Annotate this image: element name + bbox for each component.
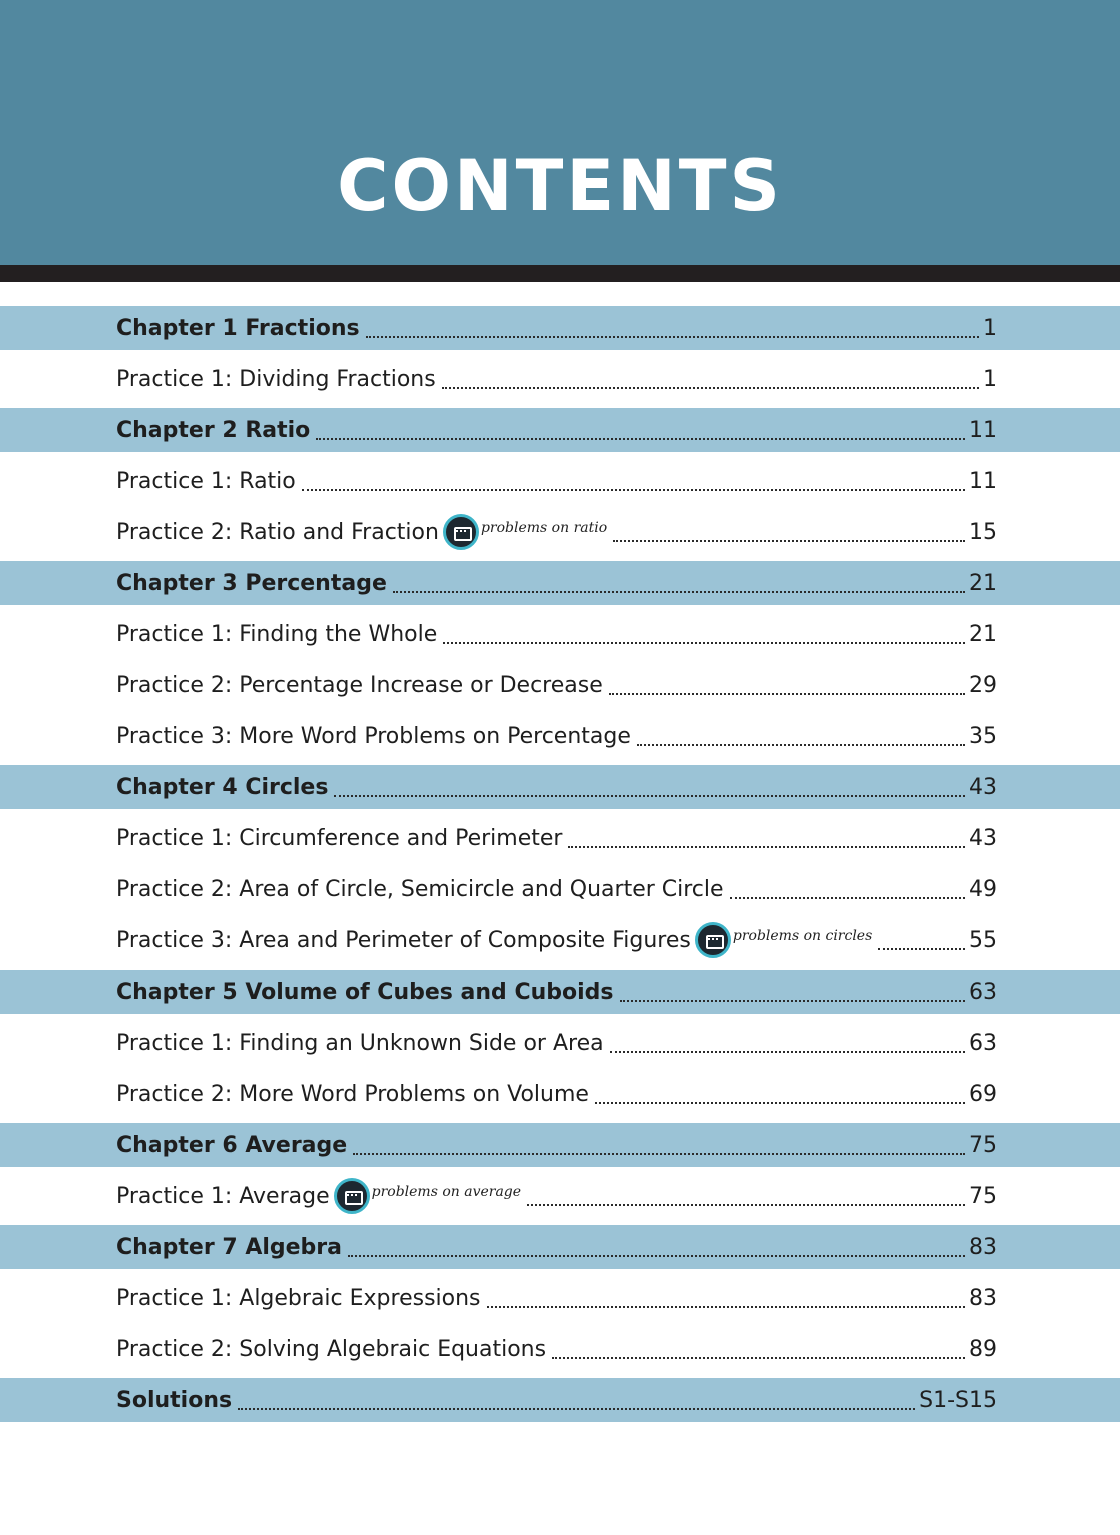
- toc-chapter-row[interactable]: [0, 306, 1120, 350]
- toc-entry-label: Practice 1: Average: [116, 1183, 330, 1209]
- toc-entry-label: Practice 2: More Word Problems on Volume: [116, 1081, 589, 1107]
- header-banner: [0, 0, 1120, 265]
- dot-leader: [568, 816, 965, 860]
- video-badge[interactable]: [443, 514, 607, 550]
- toc-page-number: 55: [969, 927, 997, 953]
- toc-entry: [116, 510, 997, 554]
- dot-leader: [730, 867, 965, 911]
- toc-page-number: 63: [969, 979, 997, 1005]
- toc-page-number: 35: [969, 723, 997, 749]
- video-badge[interactable]: [695, 922, 872, 958]
- toc-entry-label: Chapter 3 Percentage: [116, 570, 387, 596]
- toc-entry: [116, 357, 997, 401]
- dot-leader: [878, 918, 965, 962]
- toc-chapter-row[interactable]: [0, 408, 1120, 452]
- video-badge-label: problems on circles: [732, 928, 873, 944]
- toc-entry: [116, 1021, 997, 1065]
- header-divider: [0, 265, 1120, 282]
- tablet-video-icon: [334, 1178, 370, 1214]
- toc-practice-row[interactable]: [0, 459, 1120, 503]
- toc-entry-label: Practice 2: Ratio and Fraction: [116, 519, 439, 545]
- toc-chapter-row[interactable]: [0, 1225, 1120, 1269]
- toc-entry-label: Chapter 1 Fractions: [116, 315, 360, 341]
- toc-entry-label: Practice 2: Solving Algebraic Equations: [116, 1336, 547, 1362]
- toc-page-number: 63: [969, 1030, 997, 1056]
- toc-entry: [116, 867, 997, 911]
- page-title: CONTENTS: [337, 145, 783, 227]
- toc-page-number: 43: [969, 774, 997, 800]
- toc-entry: [116, 816, 997, 860]
- toc-page-number: 1: [983, 315, 997, 341]
- dot-leader: [443, 612, 965, 656]
- dot-leader: [393, 561, 965, 605]
- toc-entry: [116, 1327, 997, 1371]
- dot-leader: [302, 459, 965, 503]
- toc-practice-row[interactable]: [0, 663, 1120, 707]
- toc-entry-label: Solutions: [116, 1387, 233, 1413]
- toc-entry: [116, 765, 997, 809]
- toc-practice-row[interactable]: [0, 1072, 1120, 1116]
- dot-leader: [552, 1327, 965, 1371]
- toc-practice-row[interactable]: [0, 612, 1120, 656]
- toc-entry: [116, 1072, 997, 1116]
- dot-leader: [353, 1123, 965, 1167]
- tablet-video-icon: [695, 922, 731, 958]
- toc-entry-label: Chapter 2 Ratio: [116, 417, 311, 443]
- toc-practice-row[interactable]: [0, 1276, 1120, 1320]
- toc-page-number: 21: [969, 621, 997, 647]
- toc-page-number: 15: [969, 519, 997, 545]
- toc-practice-row[interactable]: [0, 918, 1120, 962]
- toc-entry: [116, 1174, 997, 1218]
- toc-page-number: 75: [969, 1132, 997, 1158]
- toc-practice-row[interactable]: [0, 714, 1120, 758]
- toc-page-number: 43: [969, 825, 997, 851]
- toc-practice-row[interactable]: [0, 816, 1120, 860]
- video-badge-label: problems on average: [371, 1184, 522, 1200]
- dot-leader: [609, 663, 965, 707]
- toc-chapter-row[interactable]: [0, 765, 1120, 809]
- dot-leader: [487, 1276, 965, 1320]
- dot-leader: [366, 306, 979, 350]
- dot-leader: [316, 408, 965, 452]
- dot-leader: [613, 510, 965, 554]
- dot-leader: [637, 714, 965, 758]
- dot-leader: [527, 1174, 965, 1218]
- dot-leader: [334, 765, 965, 809]
- toc-page-number: S1-S15: [919, 1387, 997, 1413]
- toc-entry: [116, 1225, 997, 1269]
- toc-entry-label: Practice 2: Area of Circle, Semicircle and Quarter Circle: [116, 876, 724, 902]
- toc-entry: [116, 663, 997, 707]
- toc-practice-row[interactable]: [0, 1174, 1120, 1218]
- toc-entry: [116, 306, 997, 350]
- toc-entry-label: Chapter 4 Circles: [116, 774, 329, 800]
- toc-page-number: 11: [969, 468, 997, 494]
- toc-entry-label: Chapter 5 Volume of Cubes and Cuboids: [116, 979, 614, 1005]
- toc-page-number: 69: [969, 1081, 997, 1107]
- toc-page-number: 89: [969, 1336, 997, 1362]
- toc-practice-row[interactable]: [0, 357, 1120, 401]
- toc-practice-row[interactable]: [0, 510, 1120, 554]
- toc-page-number: 11: [969, 417, 997, 443]
- toc-entry: [116, 918, 997, 962]
- dot-leader: [610, 1021, 965, 1065]
- toc-entry-label: Practice 1: Ratio: [116, 468, 296, 494]
- toc-entry-label: Practice 3: More Word Problems on Percentage: [116, 723, 631, 749]
- dot-leader: [442, 357, 979, 401]
- toc-entry: [116, 1276, 997, 1320]
- toc-entry: [116, 714, 997, 758]
- toc-page-number: 83: [969, 1285, 997, 1311]
- toc-entry-label: Practice 1: Circumference and Perimeter: [116, 825, 563, 851]
- toc-page-number: 29: [969, 672, 997, 698]
- toc-entry-label: Practice 1: Finding an Unknown Side or Area: [116, 1030, 604, 1056]
- toc-entry: [116, 1123, 997, 1167]
- dot-leader: [620, 970, 965, 1014]
- toc-chapter-row[interactable]: [0, 1123, 1120, 1167]
- toc-entry-label: Chapter 6 Average: [116, 1132, 348, 1158]
- toc-page-number: 75: [969, 1183, 997, 1209]
- toc-practice-row[interactable]: [0, 1021, 1120, 1065]
- toc-entry: [116, 459, 997, 503]
- toc-entry-label: Practice 1: Algebraic Expressions: [116, 1285, 481, 1311]
- video-badge[interactable]: [334, 1178, 521, 1214]
- toc-entry: [116, 561, 997, 605]
- video-badge-label: problems on ratio: [480, 520, 608, 536]
- toc-page-number: 49: [969, 876, 997, 902]
- toc-entry: [116, 612, 997, 656]
- toc-entry: [116, 408, 997, 452]
- toc-entry-label: Practice 1: Finding the Whole: [116, 621, 438, 647]
- toc-page-number: 21: [969, 570, 997, 596]
- tablet-video-icon: [443, 514, 479, 550]
- dot-leader: [238, 1378, 915, 1422]
- toc-entry: [116, 970, 997, 1014]
- toc-page-number: 83: [969, 1234, 997, 1260]
- toc-entry-label: Practice 3: Area and Perimeter of Composite Figures: [116, 927, 691, 953]
- toc-chapter-row[interactable]: [0, 561, 1120, 605]
- toc-entry-label: Chapter 7 Algebra: [116, 1234, 342, 1260]
- toc-practice-row[interactable]: [0, 1327, 1120, 1371]
- toc-entry-label: Practice 1: Dividing Fractions: [116, 366, 436, 392]
- toc-chapter-row[interactable]: [0, 970, 1120, 1014]
- toc-entry-label: Practice 2: Percentage Increase or Decrease: [116, 672, 603, 698]
- dot-leader: [348, 1225, 965, 1269]
- toc-entry: [116, 1378, 997, 1422]
- dot-leader: [595, 1072, 965, 1116]
- toc-page-number: 1: [983, 366, 997, 392]
- toc-practice-row[interactable]: [0, 867, 1120, 911]
- toc-chapter-row[interactable]: [0, 1378, 1120, 1422]
